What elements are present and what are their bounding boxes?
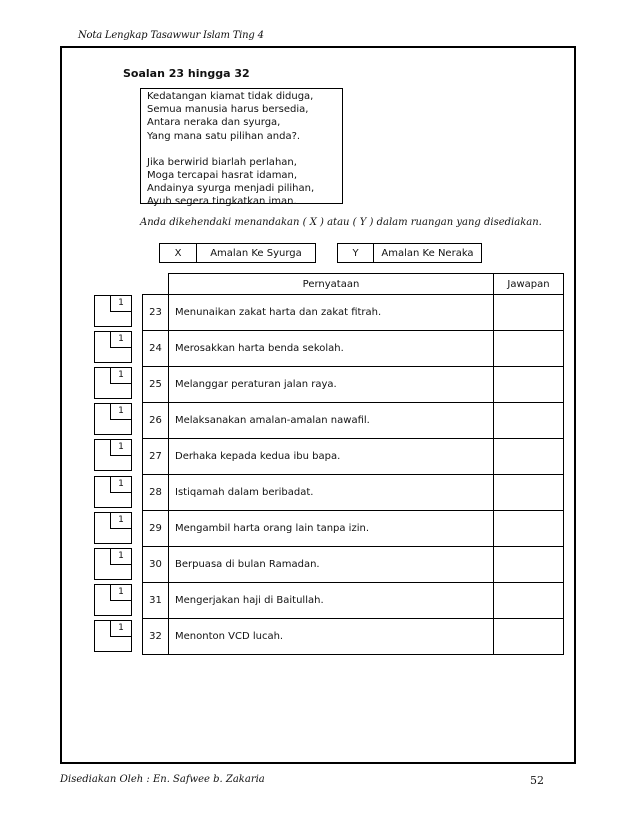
- table-row: [143, 295, 564, 331]
- key-y: [337, 243, 482, 263]
- page-header: Nota Lengkap Tasawwur Islam Ting 4: [78, 30, 264, 41]
- mark-value: 1: [110, 368, 131, 384]
- statement-text: Menonton VCD lucah.: [169, 619, 494, 655]
- table-row: [143, 439, 564, 475]
- statement-text: Mengerjakan haji di Baitullah.: [169, 583, 494, 619]
- mark-value: 1: [110, 549, 131, 565]
- mark-value: 1: [110, 477, 131, 493]
- poem-box: [140, 88, 343, 208]
- mark-box: [94, 295, 132, 327]
- statement-text: Berpuasa di bulan Ramadan.: [169, 547, 494, 583]
- mark-value: 1: [110, 404, 131, 420]
- statement-text: Melaksanakan amalan-amalan nawafil.: [169, 403, 494, 439]
- answer-cell[interactable]: [494, 439, 564, 475]
- table-row: [143, 331, 564, 367]
- table-row: [143, 367, 564, 403]
- table-row: [143, 619, 564, 655]
- poem-line: Semua manusia harus bersedia,: [147, 104, 309, 116]
- mark-box: [94, 476, 132, 508]
- poem-line: Kedatangan kiamat tidak diduga,: [147, 91, 314, 102]
- answer-cell[interactable]: [494, 547, 564, 583]
- key-code: Y: [338, 244, 374, 262]
- question-number: 26: [143, 403, 169, 439]
- answer-cell[interactable]: [494, 583, 564, 619]
- column-header-pernyataan: Pernyataan: [169, 274, 494, 295]
- footer-prepared-by: Disediakan Oleh : En. Safwee b. Zakaria: [60, 774, 265, 785]
- answer-cell[interactable]: [494, 295, 564, 331]
- key-x: [159, 243, 316, 263]
- question-number: 24: [143, 331, 169, 367]
- mark-box: [94, 403, 132, 435]
- question-number: 27: [143, 439, 169, 475]
- table-row: [143, 583, 564, 619]
- mark-value: 1: [110, 332, 131, 348]
- table-row: [143, 511, 564, 547]
- answer-cell[interactable]: [494, 619, 564, 655]
- mark-box: [94, 620, 132, 652]
- mark-value: 1: [110, 621, 131, 637]
- statement-text: Merosakkan harta benda sekolah.: [169, 331, 494, 367]
- table-header-row: [143, 274, 564, 295]
- mark-box: [94, 439, 132, 471]
- section-title: Soalan 23 hingga 32: [123, 67, 250, 80]
- poem-line: Andainya syurga menjadi pilihan,: [147, 183, 315, 195]
- answer-cell[interactable]: [494, 403, 564, 439]
- poem-line: Moga tercapai hasrat idaman,: [147, 170, 298, 182]
- key-code: X: [160, 244, 197, 262]
- answer-cell[interactable]: [494, 511, 564, 547]
- poem-line: Jika berwirid biarlah perlahan,: [147, 156, 297, 168]
- answer-cell[interactable]: [494, 475, 564, 511]
- page-number: 52: [530, 774, 544, 787]
- mark-box: [94, 548, 132, 580]
- instruction-text: Anda dikehendaki menandakan ( X ) atau ( Y ) dalam ruangan yang disediakan.: [140, 217, 542, 228]
- mark-value: 1: [110, 513, 131, 529]
- mark-value: 1: [110, 296, 131, 312]
- table-row: [143, 547, 564, 583]
- question-number: 23: [143, 295, 169, 331]
- mark-box: [94, 367, 132, 399]
- statement-text: Mengambil harta orang lain tanpa izin.: [169, 511, 494, 547]
- question-table: [142, 273, 564, 655]
- question-number: 30: [143, 547, 169, 583]
- mark-box: [94, 331, 132, 363]
- statement-text: Derhaka kepada kedua ibu bapa.: [169, 439, 494, 475]
- table-row: [143, 475, 564, 511]
- question-number: 31: [143, 583, 169, 619]
- key-label: Amalan Ke Syurga: [210, 247, 302, 259]
- blank-header-cell: [143, 274, 169, 295]
- mark-value: 1: [110, 440, 131, 456]
- column-header-jawapan: Jawapan: [494, 274, 564, 295]
- stanza-gap: [147, 143, 336, 156]
- statement-text: Melanggar peraturan jalan raya.: [169, 367, 494, 403]
- mark-value: 1: [110, 585, 131, 601]
- question-number: 25: [143, 367, 169, 403]
- mark-box: [94, 512, 132, 544]
- table-row: [143, 403, 564, 439]
- key-label: Amalan Ke Neraka: [381, 247, 474, 259]
- answer-cell[interactable]: [494, 331, 564, 367]
- poem-line: Antara neraka dan syurga,: [147, 117, 281, 129]
- mark-box: [94, 584, 132, 616]
- question-number: 28: [143, 475, 169, 511]
- poem-line: Yang mana satu pilihan anda?.: [147, 130, 301, 142]
- question-number: 29: [143, 511, 169, 547]
- question-number: 32: [143, 619, 169, 655]
- statement-text: Istiqamah dalam beribadat.: [169, 475, 494, 511]
- statement-text: Menunaikan zakat harta dan zakat fitrah.: [169, 295, 494, 331]
- answer-cell[interactable]: [494, 367, 564, 403]
- poem-line: Ayuh segera tingkatkan iman.: [147, 196, 297, 208]
